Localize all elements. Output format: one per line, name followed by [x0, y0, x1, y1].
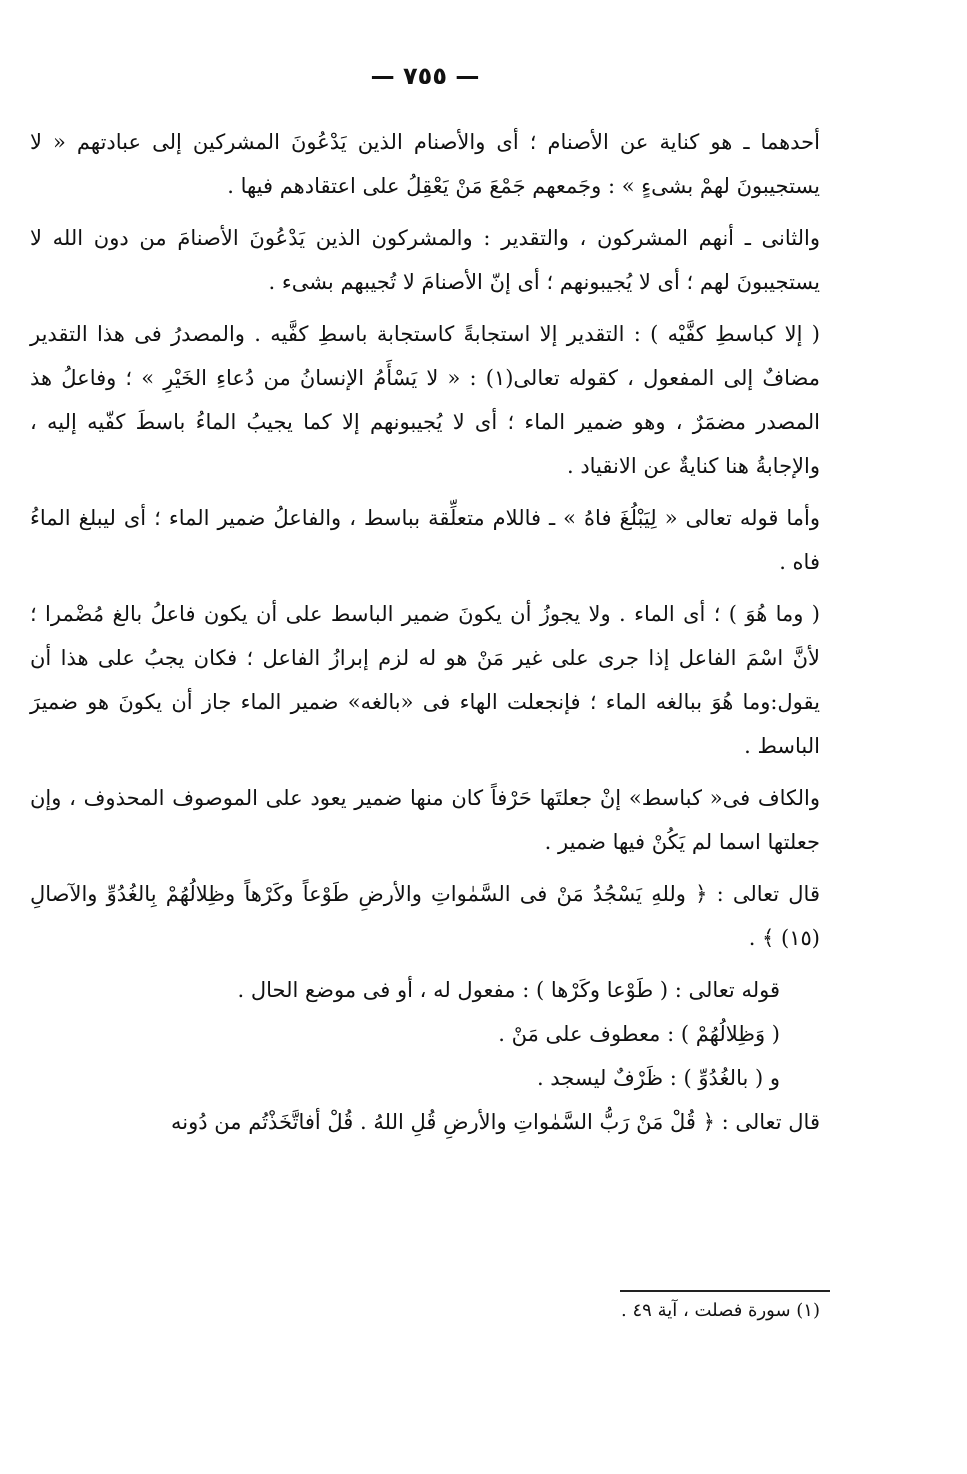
main-text [30, 120, 820, 1144]
quran-verse-paragraph: قال تعالى : ﴿ وللهِ يَسْجُدُ مَنْ فى السَّمٰواتِ والأرضِ طَوْعاً وكَرْهاً وظِلالُهُمْ بِالغُدُوِّ والآصالِ (١٥) ﴾ . [30, 882, 820, 950]
footnote-divider [620, 1290, 830, 1292]
commentary-item: قوله تعالى : ( طَوْعا وكَرْها ) : مفعول له ، أو فى موضع الحال . [237, 978, 780, 1002]
page-number: — ٧٥٥ — [370, 62, 480, 90]
paragraph: ( وما هُوَ ) ؛ أى الماء . ولا يجوزُ أن يكونَ ضمير الباسط على أن يكون فاعلُ بالغ مُضْمرا ؛ لأنَّ اسْمَ الفاعل إذا جرى على غير مَنْ هو له لزم إبرازُ الفاعل ؛ فكان يجبُ على هذا أن يقول:وما هُوَ ببالغه الماء ؛ فإنجعلت الهاء فى «بالغه» ضمير الماء جاز أن يكونَ هو ضميرَ الباسط . [30, 602, 820, 758]
paragraph: والثانى ـ أنهم المشركون ، والتقدير : والمشركون الذين يَدْعُونَ الأصنامَ من دون الله لا يستجيبونَ لهم ؛ أى لا يُجيبونهم ؛ أى إنّ الأصنامَ لا تُجيبهم بشىء . [30, 226, 820, 294]
commentary-item: ( وَظِلالُهُمْ ) : معطوف على مَنْ . [498, 1022, 780, 1046]
paragraph: والكاف فى« كباسط» إنْ جعلتَها حَرْفاً كان منها ضمير يعود على الموصوف المحذوف ، وإن جعلتها اسما لم يَكُنْ فيها ضمير . [30, 786, 820, 854]
quran-verse-line: قال تعالى : ﴿ قُلْ مَنْ رَبُّ السَّمٰواتِ والأرضِ قُلِ اللهُ . قُلْ أفاتَّخَذْتُم من دُونه [171, 1110, 820, 1134]
paragraph: ( إلا كباسطِ كفَّيْه ) : التقدير إلا استجابةً كاستجابة باسطِ كفَّيه . والمصدرُ فى هذا التقدير مضافٌ إلى المفعول ، كقوله تعالى(١) : « لا يَسْأَمُ الإنسانُ من دُعاءِ الخَيْرِ » ؛ وفاعلُ هذ المصدر مضمَرٌ ، وهو ضمير الماء ؛ أى لا يُجيبونهم إلا كما يجيبُ الماءُ باسطَ كفّيه إليه ، والإجابةُ هنا كنايةٌ عن الانقياد . [30, 322, 820, 478]
commentary-item: و ( بالغُدُوِّ ) : ظَرْفٌ ليسجد . [536, 1066, 780, 1090]
paragraph: أحدهما ـ هو كناية عن الأصنام ؛ أى والأصنام الذين يَدْعُونَ المشركين إلى عبادتهم « لا يستجيبونَ لهمْ بشىءٍ » : وجَمعهم جَمْعَ مَنْ يَعْقِلُ على اعتقادهم فيها . [30, 130, 820, 198]
footnote: (١) سورة فصلت ، آية ٤٩ . [621, 1300, 820, 1321]
paragraph: وأما قوله تعالى « لِيَبْلُغَ فاهُ » ـ فاللام متعلِّقة بباسط ، والفاعلُ ضمير الماء ؛ أى ليبلغ الماءُ فاه . [30, 506, 820, 574]
